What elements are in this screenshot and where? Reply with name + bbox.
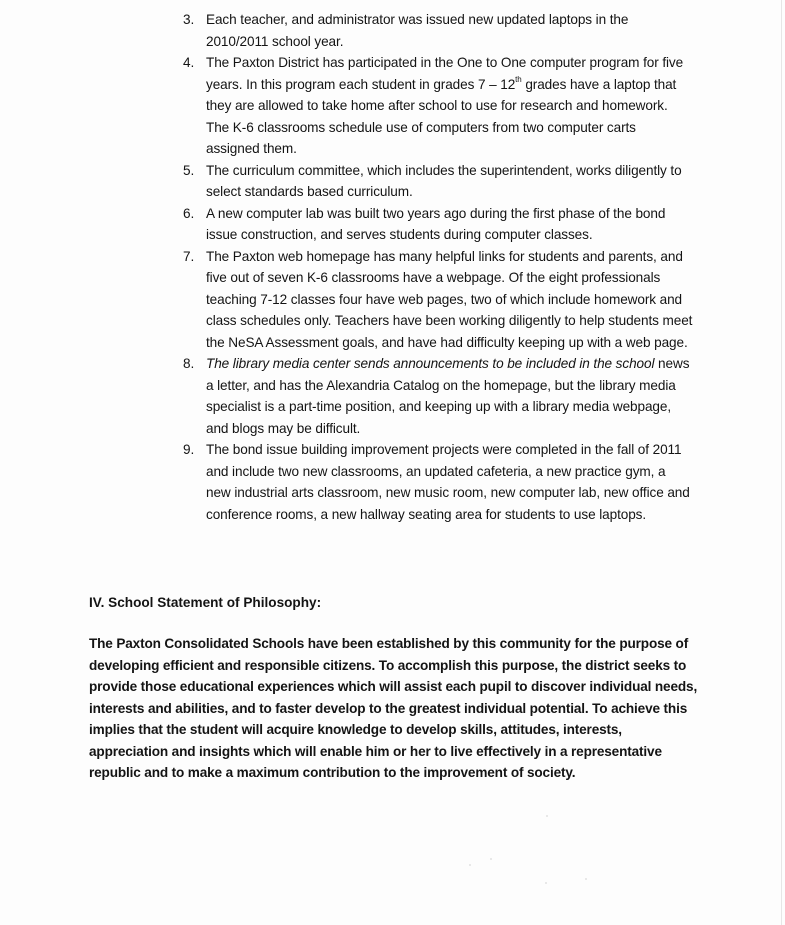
list-text: Each teacher, and administrator was issued new updated laptops in the 2010/2011 school year. bbox=[206, 12, 629, 49]
list-number: 8. bbox=[183, 356, 195, 371]
numbered-list bbox=[183, 9, 693, 525]
scan-speck bbox=[469, 864, 471, 866]
list-item-8 bbox=[183, 353, 693, 439]
philosophy-paragraph: The Paxton Consolidated Schools have been established by this community for the purpose of developing efficient and responsible citizens. To accomplish this purpose, the district seeks to provide those educational experiences which will assist each pupil to discover individual needs, interests and abilities, and to faster develop to the greatest individual potential. To achieve this implies that the student will acquire knowledge to develop skills, attitudes, interests, appreciation and insights which will enable him or her to live effectively in a representative republic and to make a maximum contribution to the improvement of society. bbox=[89, 636, 698, 780]
list-item-5 bbox=[183, 160, 693, 203]
list-item-3 bbox=[183, 9, 693, 52]
superscript-ordinal: th bbox=[515, 74, 522, 84]
list-text: The Paxton web homepage has many helpful links for students and parents, and five out of seven K-6 classrooms have a webpage. Of the eight professionals teaching 7-12 classes four have web pages, two of which include homework and class schedules only. Teachers have been working diligently to help students meet the NeSA Assessment goals, and have had difficulty keeping up with a web page. bbox=[206, 248, 693, 350]
page-edge-line bbox=[781, 0, 782, 925]
list-item-6 bbox=[183, 203, 693, 246]
list-number: 7. bbox=[183, 248, 195, 264]
list-number: 9. bbox=[183, 442, 195, 457]
list-item-7 bbox=[183, 246, 693, 354]
scan-speck bbox=[545, 882, 547, 884]
section-heading: IV. School Statement of Philosophy: bbox=[89, 595, 322, 610]
list-text-part: grades have a laptop that they are allowed to take home after school to use for research and homework. The K-6 classrooms schedule use of computers from two computer carts assigned them. bbox=[206, 76, 677, 156]
list-number: 6. bbox=[183, 205, 195, 221]
list-text-part: The Paxton District has participated in the One to One computer program for five years. In this program each student in grades 7 – 12 bbox=[206, 55, 684, 92]
list-number: 3. bbox=[183, 12, 195, 27]
scan-speck bbox=[490, 858, 492, 860]
list-item-4 bbox=[183, 52, 693, 160]
list-text bbox=[206, 55, 683, 156]
list-text bbox=[206, 356, 689, 436]
list-text-part: news a letter, and has the Alexandria Catalog on the homepage, but the library media specialist is a part-time position, and keeping up with a library media webpage, and blogs may be difficult. bbox=[206, 356, 690, 436]
list-text: The bond issue building improvement projects were completed in the fall of 2011 and include two new classrooms, an updated cafeteria, a new practice gym, a new industrial arts classroom, new music room, new computer lab, new office and conference rooms, a new hallway seating area for students to use laptops. bbox=[206, 442, 690, 522]
scan-speck bbox=[546, 815, 548, 817]
list-item-9 bbox=[183, 439, 693, 525]
list-number: 4. bbox=[183, 55, 195, 70]
scan-speck bbox=[585, 878, 587, 880]
list-number: 5. bbox=[183, 162, 195, 178]
list-text: The curriculum committee, which includes the superintendent, works diligently to select standards based curriculum. bbox=[206, 162, 682, 199]
list-text-italic-part: The library media center sends announcements to be included in the school bbox=[206, 356, 655, 371]
list-text: A new computer lab was built two years ago during the first phase of the bond issue construction, and serves students during computer classes. bbox=[206, 205, 666, 242]
